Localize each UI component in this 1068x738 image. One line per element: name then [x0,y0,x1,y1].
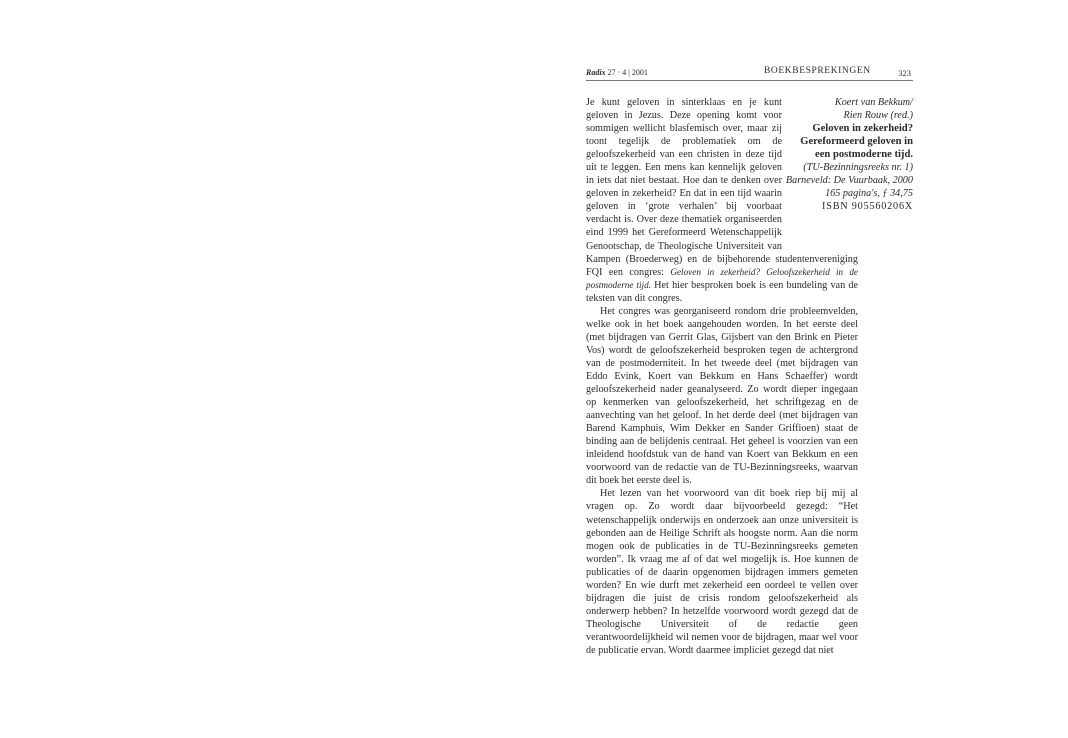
journal-issue: 27 · 4 | 2001 [607,68,648,77]
book-authors-line-1: Koert van Bekkum/ [834,97,913,108]
paragraph-3: Het lezen van het voorwoord van dit boek riep bij mij al vragen op. Zo wordt daar bijvoorbeeld gezegd: “Het wetenschappelijk onderwijs en onderzoek aan onze universiteit is gebonden aan de Heilige Schrift als hoogste norm. Aan die norm mogen ook de publicaties in de TU-Bezinningsreeks gemeten worden”. Ik vraag me af of dat wel mogelijk is. Hoe kunnen de publicaties of de daarin opgenomen bijdragen immers gemeten worden? En wie durft met zekerheid een oordeel te vellen over bijdragen die juist de crisis rondom geloofszekerheid als onderwerp hebben? In hetzelfde voorwoord wordt gezegd dat de Theologische Universiteit of de redactie geen verantwoordelijkheid wil nemen voor de bijdragen, maar wel voor de publicatie ervan. Wordt daarmee impliciet gezegd dat niet [586,488,858,656]
paragraph-1-text: Je kunt geloven in sinterklaas en je kunt geloven in Jezus. Deze opening komt voor sommigen wellicht blasfemisch over, maar zij toont tegelijk de problematiek om de geloofszekerheid van een christen in deze tijd uit te leggen. Een mens kan kennelijk geloven in iets dat niet bestaat. Hoe dan te denken over geloven in zekerheid? En dat in een tijd waarin geloven in ‘grote verhalen’ bij voorbaat verdacht is. Over deze thematiek organiseerden eind 1999 het Gereformeerd Wetenschappelijk Genootschap, de Theologische Universiteit van Kampen (Broederweg) en de bijbehorende studentenvereniging FQI een congres: [586,97,858,278]
article-body [586,96,858,657]
running-head-journal-info [586,68,648,77]
sidebar-spacer [782,96,858,240]
section-title: BOEKBESPREKINGEN [764,66,871,76]
book-title-line-3: een postmoderne tijd. [815,149,913,161]
book-isbn: ISBN 905560206X [822,201,913,213]
book-pages-price: 165 pagina's, ƒ 34,75 [825,188,913,200]
running-head [586,66,913,81]
book-publisher: Barneveld: De Vuurbaak, 2000 [785,175,913,187]
congress-title: Geloven in zekerheid? Geloofszekerheid in de postmoderne tijd. [586,266,858,290]
journal-name: Radix [586,68,606,77]
paragraph-2: Het congres was georganiseerd rondom drie probleemvelden, welke ook in het boek aangehouden worden. In het eerste deel (met bijdragen van Gerrit Glas, Gijsbert van den Brink en Pieter Vos) wordt de geloofszekerheid besproken tegen de achtergrond van de postmoderniteit. In het tweede deel (met bijdragen van Eddo Evink, Koert van Bekkum en Hans Schaeffer) wordt geloofszekerheid nader geanalyseerd. Zo wordt dieper ingegaan op kenmerken van geloofszekerheid, het schriftgezag en de aanvechting van het geloof. In het derde deel (met bijdragen van Barend Kamphuis, Wim Dekker en Sander Griffioen) staat de binding aan de belijdenis centraal. Het geheel is voorzien van een inleidend hoofdstuk van de hand van Koert van Bekkum en een voorwoord van de redactie van de TU-Bezinningsreeks, waarvan dit boek het eerste deel is. [586,305,858,487]
book-series: (TU-Bezinningsreeks nr. 1) [803,162,913,174]
book-title-line-1: Geloven in zekerheid? [812,123,913,135]
paragraph-1-text-end: Het hier besproken boek is een bundeling van de teksten van dit congres. [586,279,858,304]
book-title-line-2: Gereformeerd geloven in [800,136,913,148]
book-authors-line-2: Rien Rouw (red.) [843,110,913,122]
page-number: 323 [898,68,911,78]
